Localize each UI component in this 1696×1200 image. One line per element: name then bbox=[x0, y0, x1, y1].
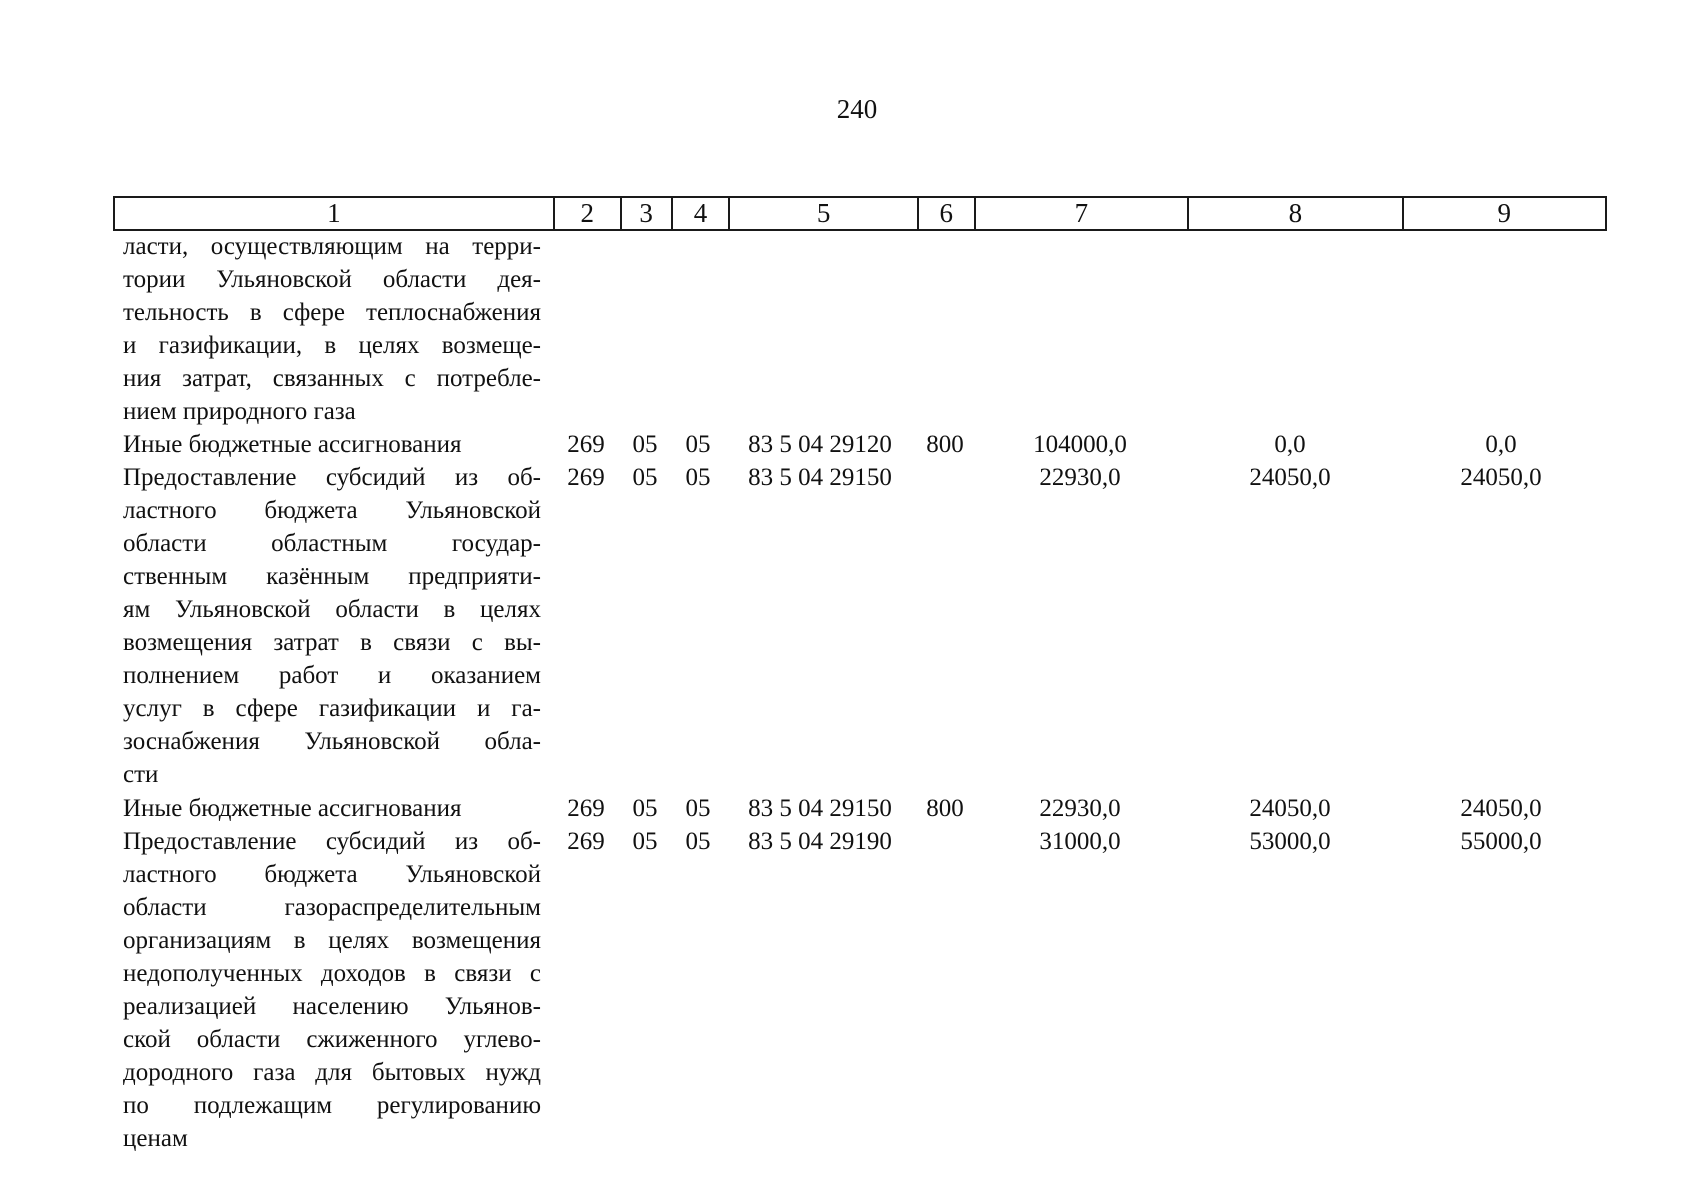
header-col-8: 8 bbox=[1189, 198, 1403, 229]
description-line: сти bbox=[123, 761, 159, 788]
description-line: ния затрат, связанных с потребле- bbox=[123, 365, 541, 392]
description-line: ственным казённым предприяти- bbox=[123, 563, 541, 590]
description-line: и газификации, в целях возмеще- bbox=[123, 332, 541, 359]
cell-col-6: 800 bbox=[926, 431, 964, 458]
description-line: услуг в сфере газификации и га- bbox=[123, 695, 541, 722]
description-line: нием природного газа bbox=[123, 398, 356, 425]
header-col-2: 2 bbox=[555, 198, 622, 229]
cell-col-8: 53000,0 bbox=[1249, 828, 1331, 855]
description-line: Иные бюджетные ассигнования bbox=[123, 431, 462, 458]
row-description bbox=[123, 428, 541, 461]
description-line: организациям в целях возмещения bbox=[123, 927, 541, 954]
cell-col-7: 31000,0 bbox=[1039, 828, 1121, 855]
cell-col-2: 269 bbox=[567, 431, 605, 458]
page-number: 240 bbox=[836, 94, 878, 124]
header-col-1: 1 bbox=[115, 198, 555, 229]
cell-col-5: 83 5 04 29120 bbox=[748, 431, 892, 458]
cell-col-4: 05 bbox=[685, 828, 711, 855]
cell-col-6: 800 bbox=[926, 795, 964, 822]
cell-col-4: 05 bbox=[685, 795, 711, 822]
cell-col-9: 24050,0 bbox=[1460, 464, 1542, 491]
description-line: тории Ульяновской области дея- bbox=[123, 266, 541, 293]
cell-col-7: 22930,0 bbox=[1039, 795, 1121, 822]
cell-col-7: 22930,0 bbox=[1039, 464, 1121, 491]
description-line: зоснабжения Ульяновской обла- bbox=[123, 728, 541, 755]
row-description bbox=[123, 230, 541, 428]
cell-col-2: 269 bbox=[567, 828, 605, 855]
description-line: области газораспределительным bbox=[123, 894, 541, 921]
description-line: недополученных доходов в связи с bbox=[123, 960, 541, 987]
header-col-4: 4 bbox=[673, 198, 731, 229]
header-col-9: 9 bbox=[1497, 198, 1512, 228]
cell-col-5: 83 5 04 29190 bbox=[748, 828, 892, 855]
cell-col-5: 83 5 04 29150 bbox=[748, 795, 892, 822]
header-col-5: 5 bbox=[730, 198, 919, 229]
row-description bbox=[123, 461, 541, 791]
description-line: ям Ульяновской области в целях bbox=[123, 596, 541, 623]
row-description bbox=[123, 825, 541, 1155]
cell-col-9: 0,0 bbox=[1485, 431, 1517, 458]
description-line: ской области сжиженного углево- bbox=[123, 1026, 541, 1053]
description-line: Иные бюджетные ассигнования bbox=[123, 795, 462, 822]
cell-col-3: 05 bbox=[632, 431, 658, 458]
cell-col-4: 05 bbox=[685, 464, 711, 491]
description-line: Предоставление субсидий из об- bbox=[123, 828, 541, 855]
cell-col-7: 104000,0 bbox=[1033, 431, 1127, 458]
header-col-6: 6 bbox=[919, 198, 976, 229]
description-line: ценам bbox=[123, 1125, 188, 1152]
description-line: дородного газа для бытовых нужд bbox=[123, 1059, 541, 1086]
cell-col-2: 269 bbox=[567, 464, 605, 491]
cell-col-5: 83 5 04 29150 bbox=[748, 464, 892, 491]
description-line: ластного бюджета Ульяновской bbox=[123, 861, 541, 888]
description-line: по подлежащим регулированию bbox=[123, 1092, 541, 1119]
description-line: реализацией населению Ульянов- bbox=[123, 993, 541, 1020]
cell-col-3: 05 bbox=[632, 464, 658, 491]
table-header bbox=[113, 196, 1607, 231]
cell-col-8: 24050,0 bbox=[1249, 464, 1331, 491]
description-line: области областным государ- bbox=[123, 530, 541, 557]
cell-col-3: 05 bbox=[632, 828, 658, 855]
cell-col-8: 0,0 bbox=[1274, 431, 1306, 458]
description-line: возмещения затрат в связи с вы- bbox=[123, 629, 541, 656]
header-col-3: 3 bbox=[622, 198, 673, 229]
cell-col-9: 24050,0 bbox=[1460, 795, 1542, 822]
row-description bbox=[123, 792, 541, 825]
description-line: Предоставление субсидий из об- bbox=[123, 464, 541, 491]
description-line: ластного бюджета Ульяновской bbox=[123, 497, 541, 524]
cell-col-3: 05 bbox=[632, 795, 658, 822]
header-col-7: 7 bbox=[976, 198, 1189, 229]
cell-col-2: 269 bbox=[567, 795, 605, 822]
cell-col-9: 55000,0 bbox=[1460, 828, 1542, 855]
description-line: ласти, осуществляющим на терри- bbox=[123, 233, 541, 260]
cell-col-4: 05 bbox=[685, 431, 711, 458]
cell-col-8: 24050,0 bbox=[1249, 795, 1331, 822]
description-line: тельность в сфере теплоснабжения bbox=[123, 299, 541, 326]
description-line: полнением работ и оказанием bbox=[123, 662, 541, 689]
